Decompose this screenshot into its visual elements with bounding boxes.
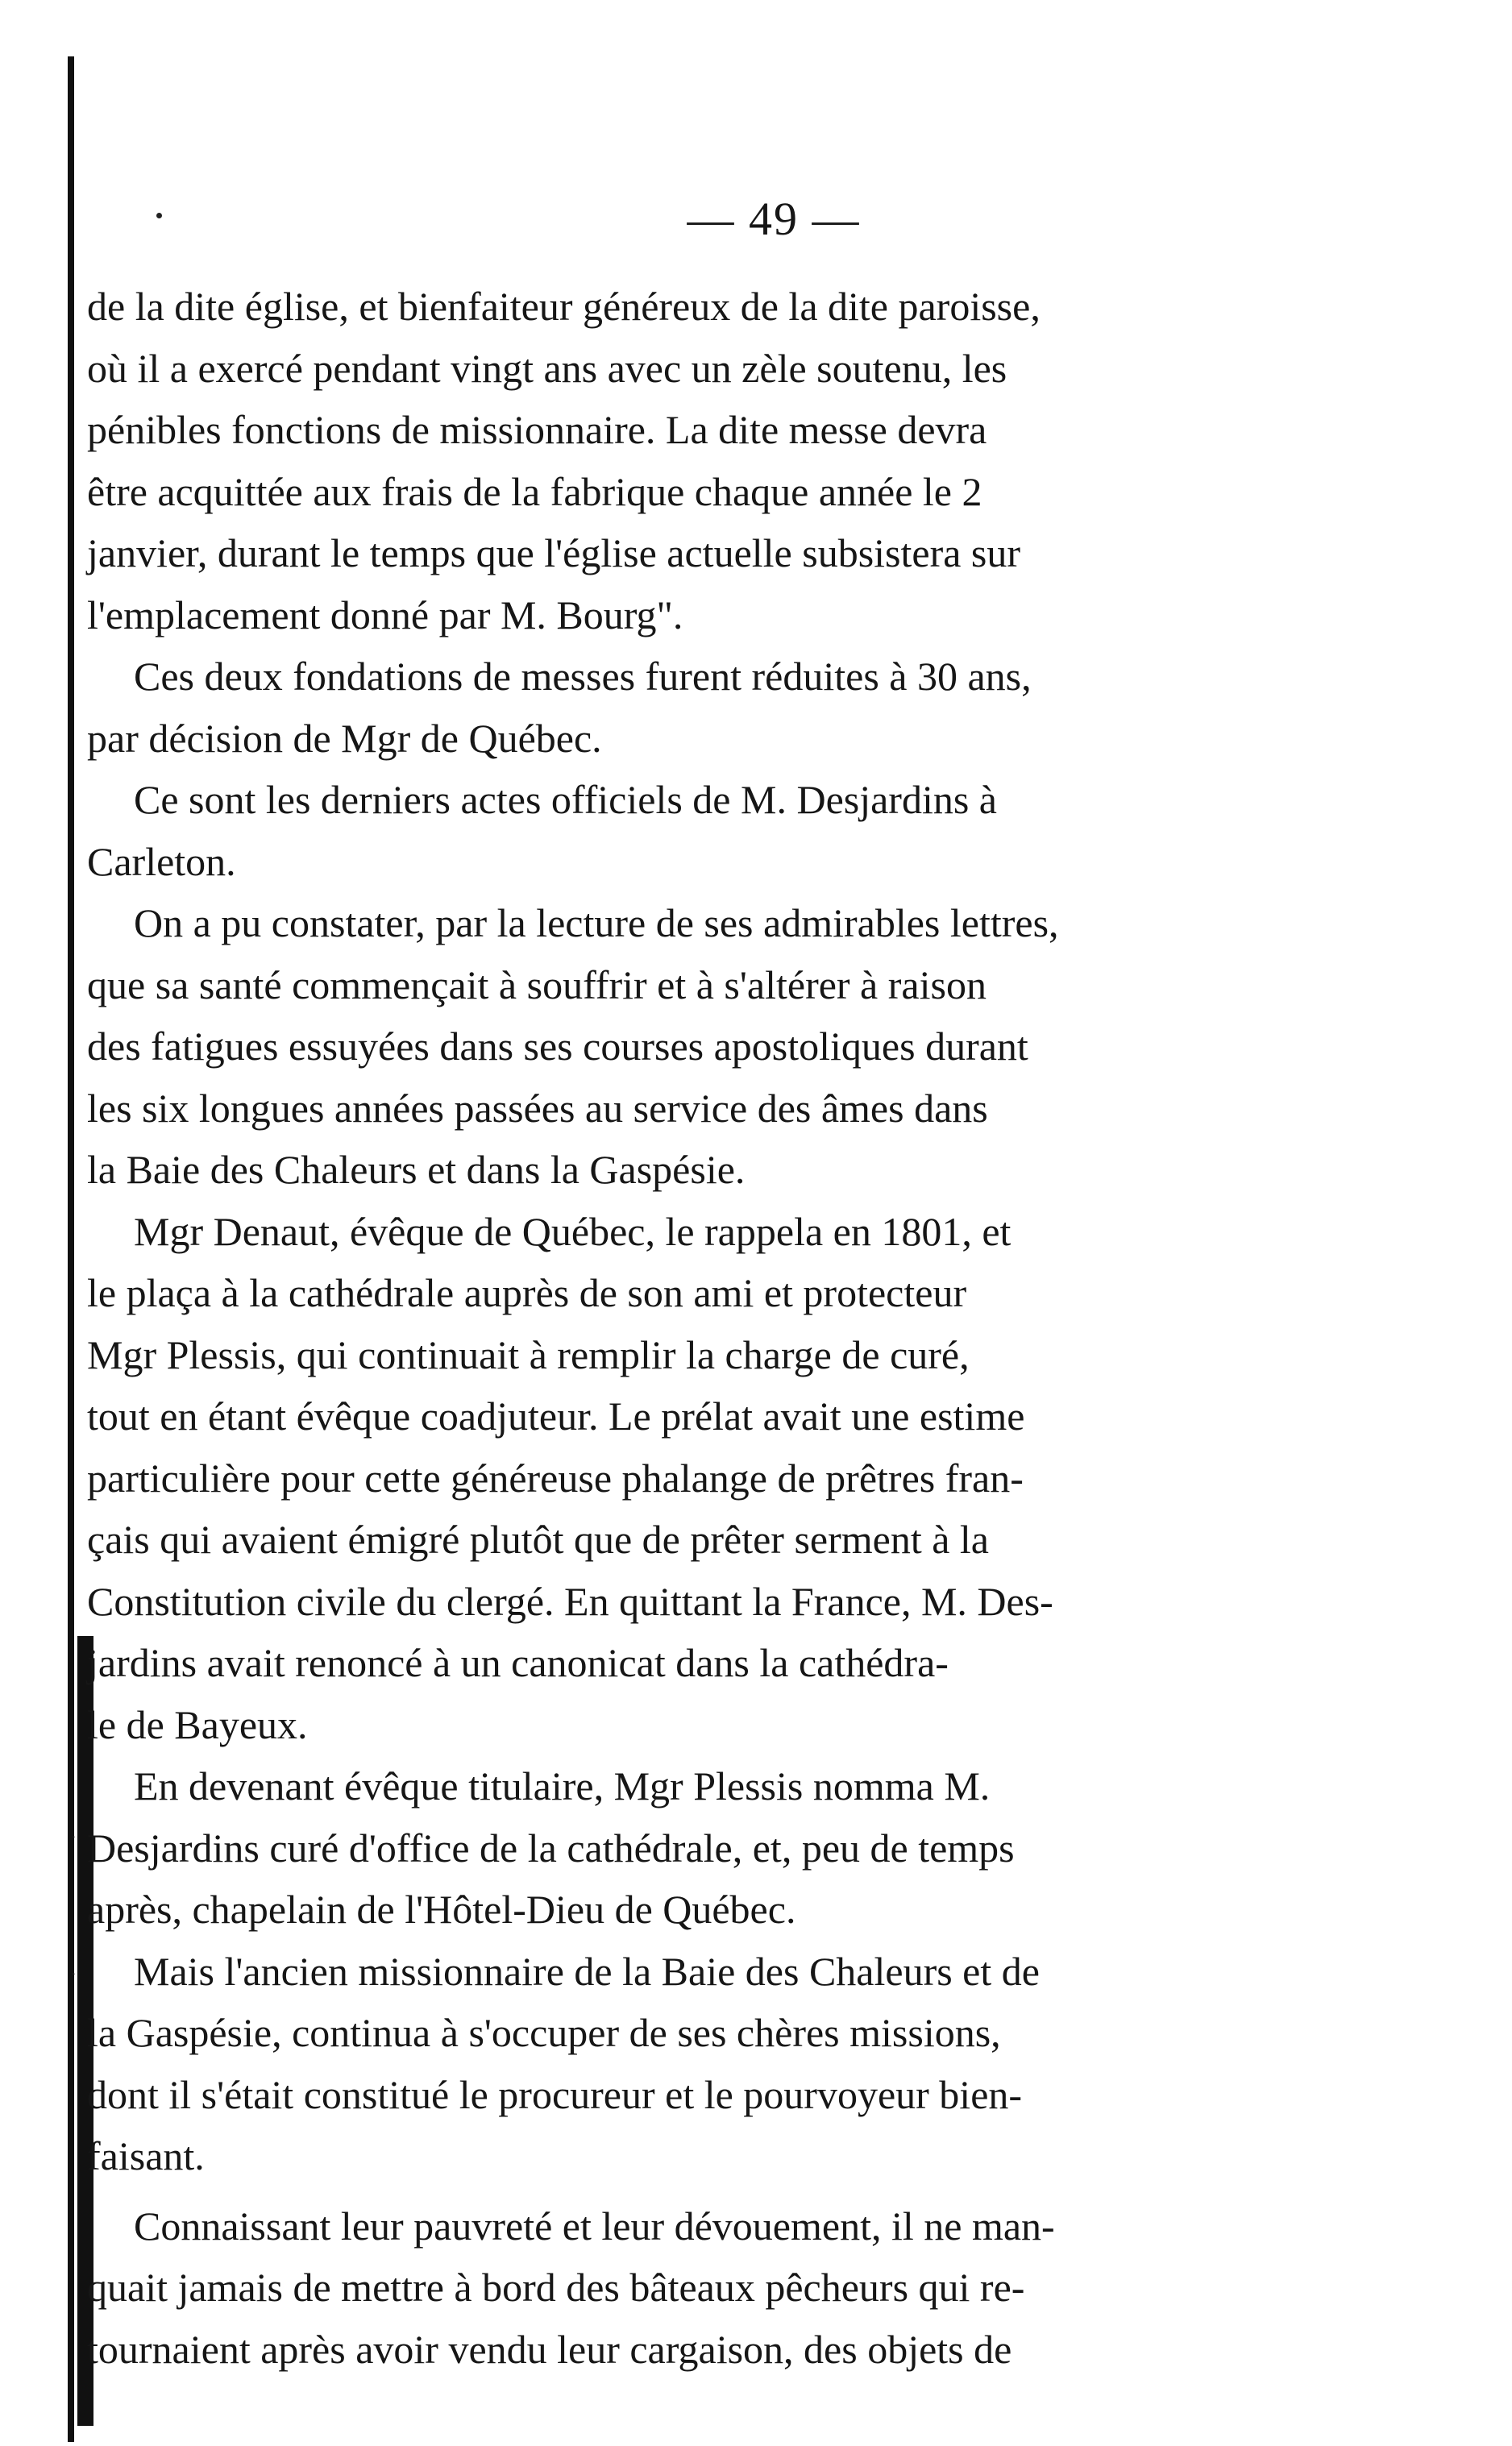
text-line: le plaça à la cathédrale auprès de son ami et protecteur bbox=[87, 1270, 967, 1315]
text-line: la Gaspésie, continua à s'occuper de ses chères missions, bbox=[87, 2010, 1001, 2055]
text-line: Connaissant leur pauvreté et leur dévouement, il ne man- bbox=[134, 2203, 1055, 2249]
text-line: pénibles fonctions de missionnaire. La dite messe devra bbox=[87, 407, 987, 452]
text-line: la Baie des Chaleurs et dans la Gaspésie. bbox=[87, 1147, 746, 1192]
text-line: Desjardins curé d'office de la cathédrale, et, peu de temps bbox=[87, 1825, 1015, 1871]
text-line: dont il s'était constitué le procureur et le pourvoyeur bien- bbox=[87, 2071, 1023, 2117]
paragraph bbox=[87, 1941, 1370, 2187]
text-line: En devenant évêque titulaire, Mgr Plessis nomma M. bbox=[134, 1763, 991, 1809]
text-line: Ce sont les derniers actes officiels de M. Desjardins à bbox=[134, 777, 997, 822]
header-dot bbox=[156, 213, 162, 218]
scan-speck: · bbox=[71, 1829, 77, 1846]
page-body bbox=[87, 276, 1370, 2380]
page-binding-edge bbox=[68, 56, 74, 2442]
text-line: Ces deux fondations de messes furent réduites à 30 ans, bbox=[134, 654, 1032, 699]
text-line: jardins avait renoncé à un canonicat dans la cathédra- bbox=[87, 1640, 949, 1685]
paragraph bbox=[87, 1201, 1370, 1756]
text-line: faisant. bbox=[87, 2133, 205, 2178]
paragraph bbox=[87, 769, 1370, 892]
paragraph bbox=[87, 892, 1370, 1201]
text-line: quait jamais de mettre à bord des bâteaux pêcheurs qui re- bbox=[87, 2265, 1025, 2310]
text-line: Mais l'ancien missionnaire de la Baie des Chaleurs et de bbox=[134, 1948, 1040, 1994]
text-line: Mgr Plessis, qui continuait à remplir la charge de curé, bbox=[87, 1331, 970, 1377]
text-line: de la dite église, et bienfaiteur généreux de la dite paroisse, bbox=[87, 284, 1041, 329]
paragraph bbox=[87, 2195, 1370, 2381]
text-line: les six longues années passées au service des âmes dans bbox=[87, 1085, 988, 1131]
page-header bbox=[145, 192, 1402, 246]
text-line: Mgr Denaut, évêque de Québec, le rappela en 1801, et bbox=[134, 1208, 1011, 1254]
paragraph bbox=[87, 276, 1370, 646]
text-line: çais qui avaient émigré plutôt que de prêter serment à la bbox=[87, 1517, 989, 1562]
paragraph bbox=[87, 1755, 1370, 1941]
text-line: tout en étant évêque coadjuteur. Le prélat avait une estime bbox=[87, 1393, 1025, 1439]
text-line: janvier, durant le temps que l'église actuelle subsistera sur bbox=[87, 530, 1021, 575]
text-line: après, chapelain de l'Hôtel-Dieu de Québec. bbox=[87, 1887, 796, 1932]
text-line: le de Bayeux. bbox=[87, 1701, 308, 1747]
text-line: Constitution civile du clergé. En quittant la France, M. Des- bbox=[87, 1578, 1053, 1624]
text-line: où il a exercé pendant vingt ans avec un zèle soutenu, les bbox=[87, 345, 1007, 391]
scan-speck: · bbox=[71, 1966, 77, 1983]
text-line: particulière pour cette généreuse phalange de prêtres fran- bbox=[87, 1455, 1024, 1501]
text-line: tournaient après avoir vendu leur cargaison, des objets de bbox=[87, 2326, 1012, 2372]
text-line: On a pu constater, par la lecture de ses admirables lettres, bbox=[134, 900, 1059, 945]
text-line: que sa santé commençait à souffrir et à s'altérer à raison bbox=[87, 961, 987, 1007]
text-line: l'emplacement donné par M. Bourg". bbox=[87, 592, 683, 637]
text-line: Carleton. bbox=[87, 838, 236, 884]
page-number: — 49 — bbox=[687, 193, 861, 245]
text-line: être acquittée aux frais de la fabrique chaque année le 2 bbox=[87, 468, 982, 514]
paragraph bbox=[87, 646, 1370, 769]
text-line: par décision de Mgr de Québec. bbox=[87, 715, 602, 761]
text-line: des fatigues essuyées dans ses courses apostoliques durant bbox=[87, 1024, 1028, 1069]
